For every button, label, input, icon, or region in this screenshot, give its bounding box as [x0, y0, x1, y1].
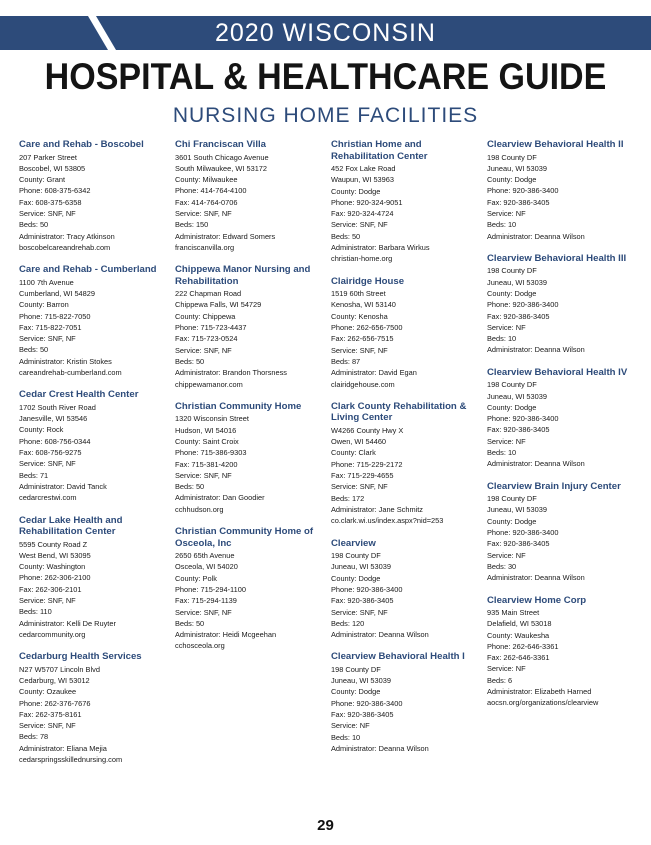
- facility-name: Cedarburg Health Services: [19, 651, 142, 663]
- facility-detail-line: Phone: 262-376-7676: [19, 698, 91, 708]
- facility-detail-line: chippewamanor.com: [175, 379, 243, 389]
- facility-detail-line: Phone: 920-386-3400: [487, 300, 559, 310]
- facility-entry: [487, 595, 637, 709]
- facility-detail-line: County: Dodge: [331, 687, 381, 697]
- facility-detail-line: Waupun, WI 53963: [331, 175, 394, 185]
- facility-name: Christian Community Home: [175, 400, 302, 412]
- facility-detail-line: Owen, WI 54460: [331, 437, 387, 447]
- facility-entry: [19, 139, 169, 253]
- facility-detail-line: County: Chippewa: [175, 311, 236, 321]
- facility-detail-line: Phone: 715-294-1100: [175, 584, 246, 594]
- facility-detail-line: 222 Chapman Road: [175, 289, 242, 299]
- facility-entry: [331, 276, 481, 390]
- facility-detail-line: Service: SNF, NF: [331, 345, 388, 355]
- directory-columns: [19, 139, 639, 809]
- facility-detail-line: Juneau, WI 53039: [487, 391, 547, 401]
- facility-detail-line: Administrator: Edward Somers: [175, 231, 276, 241]
- facility-name: Clearview Behavioral Health IV: [487, 366, 628, 378]
- facility-detail-line: Service: NF: [487, 322, 526, 332]
- facility-detail-line: Service: SNF, NF: [19, 596, 76, 605]
- facility-detail-line: Service: SNF, NF: [175, 607, 232, 617]
- facility-detail-line: 198 County DF: [487, 152, 537, 162]
- facility-detail-line: Cumberland, WI 54829: [19, 288, 95, 298]
- facility-detail-line: Beds: 10: [487, 448, 517, 458]
- facility-detail-line: Beds: 50: [175, 618, 205, 628]
- facility-entry: [331, 651, 481, 754]
- facility-detail-line: Administrator: Dan Goodier: [175, 493, 265, 503]
- facility-detail-line: Beds: 172: [331, 493, 365, 503]
- facility-detail-line: Service: NF: [487, 208, 526, 218]
- facility-detail-line: Administrator: Elizabeth Harned: [487, 687, 592, 697]
- page-number: 29: [317, 817, 334, 834]
- facility-detail-line: Phone: 414-764-4100: [175, 186, 247, 196]
- facility-detail-line: County: Dodge: [487, 288, 537, 298]
- facility-name: Chi Franciscan Villa: [175, 139, 266, 150]
- facility-detail-line: Fax: 715-822-7051: [19, 322, 82, 332]
- facility-detail-line: Phone: 715-822-7050: [19, 311, 91, 321]
- facility-detail-line: Administrator: Jane Schmitz: [331, 504, 424, 514]
- facility-detail-line: Service: SNF, NF: [19, 334, 76, 344]
- facility-entry: [487, 481, 637, 584]
- facility-detail-line: Phone: 920-386-3400: [331, 698, 403, 708]
- facility-detail-line: South Milwaukee, WI 53172: [175, 163, 268, 173]
- facility-detail-line: Janesville, WI 53546: [19, 414, 88, 424]
- facility-detail-line: 198 County DF: [487, 380, 537, 390]
- facility-name: Clearview Home Corp: [487, 594, 587, 606]
- facility-entry: [19, 515, 169, 641]
- facility-name: Cedar Crest Health Center: [19, 389, 139, 401]
- facility-detail-line: Fax: 414-764-0706: [175, 197, 238, 207]
- facility-detail-line: Service: NF: [487, 664, 526, 674]
- facility-detail-line: 5595 County Road Z: [19, 539, 88, 549]
- facility-name: Christian Community Home of Osceola, Inc: [175, 526, 314, 549]
- facility-entry: [19, 389, 169, 503]
- facility-detail-line: Service: NF: [331, 721, 370, 731]
- facility-detail-line: Service: SNF, NF: [19, 208, 76, 218]
- facility-entry: [331, 538, 481, 641]
- facility-detail-line: Juneau, WI 53039: [331, 676, 391, 686]
- facility-detail-line: County: Grant: [19, 175, 66, 185]
- facility-detail-line: Service: NF: [487, 550, 526, 560]
- facility-detail-line: Chippewa Falls, WI 54729: [175, 300, 262, 310]
- facility-entry: [175, 526, 325, 652]
- facility-name: Care and Rehab - Boscobel: [19, 139, 144, 150]
- facility-detail-line: Phone: 920-386-3400: [487, 414, 559, 424]
- facility-detail-line: boscobelcareandrehab.com: [19, 242, 111, 252]
- facility-detail-line: 1519 60th Street: [331, 289, 386, 299]
- facility-detail-line: Hudson, WI 54016: [175, 425, 237, 435]
- facility-entry: [487, 139, 637, 242]
- facility-detail-line: Service: SNF, NF: [331, 482, 388, 492]
- facility-detail-line: 2650 65th Avenue: [175, 551, 235, 561]
- facility-entry: [487, 367, 637, 470]
- facility-detail-line: County: Kenosha: [331, 311, 388, 321]
- facility-detail-line: Beds: 10: [487, 220, 517, 230]
- facility-detail-line: 1702 South River Road: [19, 402, 96, 412]
- directory-column: [487, 139, 637, 720]
- facility-detail-line: Fax: 715-229-4655: [331, 471, 394, 481]
- facility-detail-line: 452 Fox Lake Road: [331, 164, 396, 173]
- facility-detail-line: Administrator: Heidi Mcgeehan: [175, 630, 277, 640]
- facility-detail-line: Beds: 50: [19, 220, 49, 230]
- facility-detail-line: County: Waukesha: [487, 630, 550, 640]
- facility-detail-line: Fax: 262-656-7515: [331, 334, 394, 344]
- facility-detail-line: 198 County DF: [331, 664, 381, 674]
- facility-detail-line: Juneau, WI 53039: [487, 505, 547, 515]
- facility-detail-line: cedarcrestwi.com: [19, 493, 77, 503]
- facility-entry: [19, 651, 169, 765]
- facility-detail-line: 198 County DF: [487, 266, 537, 276]
- facility-entry: [175, 264, 325, 390]
- facility-detail-line: Phone: 920-386-3400: [487, 528, 559, 538]
- facility-detail-line: Fax: 715-723-0524: [175, 334, 238, 344]
- facility-name: Clearview Behavioral Health II: [487, 139, 624, 150]
- facility-entry: [331, 139, 481, 265]
- facility-detail-line: Fax: 920-386-3405: [331, 596, 394, 606]
- facility-detail-line: Fax: 920-386-3405: [487, 197, 550, 207]
- facility-detail-line: Administrator: Barbara Wirkus: [331, 243, 430, 253]
- facility-detail-line: County: Clark: [331, 448, 376, 458]
- facility-detail-line: clairidgehouse.com: [331, 379, 395, 389]
- facility-name: Chippewa Manor Nursing and Rehabilitation: [175, 264, 311, 287]
- facility-detail-line: Administrator: Eliana Mejia: [19, 743, 107, 753]
- facility-detail-line: County: Barron: [19, 300, 69, 310]
- facility-detail-line: County: Saint Croix: [175, 436, 239, 446]
- section-subtitle: NURSING HOME FACILITIES: [172, 104, 479, 127]
- facility-name: Clearview Behavioral Health I: [331, 651, 465, 663]
- facility-detail-line: Fax: 920-386-3405: [331, 710, 394, 720]
- facility-entry: [175, 139, 325, 253]
- facility-detail-line: Service: SNF, NF: [175, 345, 232, 355]
- facility-name: Clearview: [331, 537, 376, 549]
- directory-column: [331, 139, 481, 765]
- facility-detail-line: Beds: 78: [19, 732, 49, 742]
- facility-detail-line: cchosceola.org: [175, 641, 225, 651]
- facility-detail-line: Administrator: Tracy Atkinson: [19, 231, 115, 241]
- facility-name: Clark County Rehabilitation & Living Center: [331, 400, 467, 424]
- facility-detail-line: Fax: 920-386-3405: [487, 539, 550, 549]
- facility-detail-line: Service: SNF, NF: [19, 721, 76, 731]
- directory-column: [19, 139, 169, 776]
- facility-detail-line: franciscanvilla.org: [175, 242, 235, 252]
- facility-detail-line: aocsn.org/organizations/clearview: [487, 698, 599, 708]
- facility-detail-line: Juneau, WI 53039: [487, 277, 547, 287]
- header-banner: [0, 16, 651, 50]
- banner-title: 2020 WISCONSIN: [214, 19, 436, 47]
- facility-detail-line: Phone: 715-386-9303: [175, 448, 247, 458]
- facility-detail-line: Administrator: Kelli De Ruyter: [19, 618, 116, 628]
- facility-detail-line: cedarspringsskillednursing.com: [19, 755, 123, 765]
- facility-entry: [175, 401, 325, 515]
- facility-detail-line: Beds: 6: [487, 675, 513, 685]
- facility-detail-line: Phone: 715-723-4437: [175, 323, 247, 333]
- facility-detail-line: Phone: 262-646-3361: [487, 641, 559, 651]
- facility-entry: [331, 401, 481, 527]
- facility-detail-line: 3601 South Chicago Avenue: [175, 152, 269, 162]
- facility-detail-line: Administrator: David Egan: [331, 368, 417, 378]
- facility-detail-line: Fax: 608-756-9275: [19, 448, 82, 458]
- facility-detail-line: County: Milwaukee: [175, 175, 238, 185]
- directory-column: [175, 139, 325, 663]
- facility-detail-line: Service: NF: [487, 436, 526, 446]
- facility-detail-line: County: Dodge: [331, 573, 381, 583]
- facility-detail-line: Administrator: Brandon Thorsness: [175, 368, 288, 378]
- facility-detail-line: County: Dodge: [487, 175, 537, 185]
- facility-detail-line: 207 Parker Street: [19, 152, 77, 162]
- facility-detail-line: careandrehab-cumberland.com: [19, 368, 122, 378]
- facility-detail-line: Beds: 120: [331, 618, 365, 628]
- facility-detail-line: 1100 7th Avenue: [19, 277, 74, 287]
- facility-detail-line: Beds: 50: [175, 482, 205, 492]
- facility-detail-line: Administrator: Kristin Stokes: [19, 356, 112, 366]
- facility-detail-line: County: Polk: [175, 573, 217, 583]
- facility-detail-line: Service: SNF, NF: [19, 459, 76, 469]
- facility-detail-line: Kenosha, WI 53140: [331, 300, 396, 310]
- facility-detail-line: N27 W5707 Lincoln Blvd: [19, 664, 100, 674]
- facility-detail-line: Beds: 87: [331, 356, 361, 366]
- facility-detail-line: Fax: 262-646-3361: [487, 653, 550, 663]
- facility-name: Cedar Lake Health and Rehabilitation Center: [19, 514, 123, 538]
- facility-detail-line: Osceola, WI 54020: [175, 562, 238, 572]
- facility-detail-line: cchhudson.org: [175, 504, 224, 514]
- facility-detail-line: Service: SNF, NF: [175, 470, 232, 480]
- facility-detail-line: Fax: 262-375-8161: [19, 709, 82, 719]
- facility-detail-line: Delafield, WI 53018: [487, 619, 552, 629]
- facility-detail-line: Phone: 262-656-7500: [331, 323, 403, 333]
- facility-entry: [487, 253, 637, 356]
- facility-detail-line: Fax: 262-306-2101: [19, 584, 82, 594]
- facility-entry: [19, 264, 169, 378]
- facility-detail-line: County: Ozaukee: [19, 687, 77, 697]
- facility-detail-line: Administrator: Deanna Wilson: [487, 345, 585, 355]
- facility-detail-line: Juneau, WI 53039: [331, 562, 391, 572]
- facility-detail-line: Phone: 262-306-2100: [19, 573, 91, 583]
- facility-detail-line: Beds: 50: [175, 356, 205, 366]
- facility-detail-line: Beds: 50: [331, 231, 361, 241]
- facility-detail-line: W4266 County Hwy X: [331, 425, 404, 435]
- facility-detail-line: Phone: 920-386-3400: [487, 186, 559, 196]
- facility-detail-line: Fax: 920-386-3405: [487, 425, 550, 435]
- facility-detail-line: Fax: 920-386-3405: [487, 311, 550, 321]
- facility-detail-line: County: Dodge: [487, 402, 537, 412]
- facility-detail-line: Phone: 715-229-2172: [331, 459, 403, 469]
- facility-detail-line: Service: SNF, NF: [331, 607, 388, 617]
- facility-name: Christian Home and Rehabilitation Center: [331, 139, 428, 162]
- facility-detail-line: 198 County DF: [487, 494, 537, 504]
- facility-detail-line: West Bend, WI 53095: [19, 550, 91, 560]
- facility-detail-line: Service: SNF, NF: [175, 208, 232, 218]
- facility-detail-line: cedarcommunity.org: [19, 629, 86, 639]
- facility-detail-line: Beds: 50: [19, 345, 49, 355]
- facility-detail-line: Beds: 110: [19, 607, 52, 617]
- facility-name: Clairidge House: [331, 275, 405, 287]
- facility-detail-line: Phone: 608-375-6342: [19, 186, 91, 196]
- facility-detail-line: Beds: 30: [487, 561, 517, 571]
- facility-detail-line: Administrator: Deanna Wilson: [487, 573, 585, 583]
- facility-name: Clearview Behavioral Health III: [487, 252, 627, 264]
- facility-name: Clearview Brain Injury Center: [487, 480, 621, 492]
- facility-detail-line: Juneau, WI 53039: [487, 163, 547, 173]
- facility-detail-line: County: Dodge: [487, 516, 537, 526]
- facility-detail-line: Phone: 920-386-3400: [331, 584, 403, 594]
- facility-detail-line: County: Dodge: [331, 186, 381, 196]
- facility-detail-line: Administrator: Deanna Wilson: [331, 743, 429, 753]
- facility-detail-line: Fax: 920-324-4724: [331, 209, 394, 219]
- facility-detail-line: Administrator: Deanna Wilson: [487, 231, 585, 241]
- facility-detail-line: Boscobel, WI 53805: [19, 163, 86, 173]
- facility-detail-line: Administrator: David Tanck: [19, 481, 107, 491]
- facility-detail-line: 1320 Wisconsin Street: [175, 414, 249, 424]
- facility-detail-line: Cedarburg, WI 53012: [19, 675, 90, 685]
- facility-detail-line: Fax: 608-375-6358: [19, 197, 82, 207]
- facility-detail-line: 198 County DF: [331, 551, 381, 561]
- facility-detail-line: Service: SNF, NF: [331, 220, 388, 230]
- facility-detail-line: Phone: 920-324-9051: [331, 197, 403, 207]
- facility-detail-line: Beds: 71: [19, 470, 49, 480]
- facility-detail-line: christian-home.org: [331, 254, 393, 264]
- facility-detail-line: Beds: 150: [175, 220, 209, 230]
- facility-detail-line: Beds: 10: [331, 732, 361, 742]
- page-title: HOSPITAL & HEALTHCARE GUIDE: [44, 56, 607, 97]
- facility-detail-line: co.clark.wi.us/index.aspx?nid=253: [331, 516, 444, 526]
- facility-detail-line: Administrator: Deanna Wilson: [487, 459, 585, 469]
- facility-name: Care and Rehab - Cumberland: [19, 264, 157, 276]
- facility-detail-line: Phone: 608-756-0344: [19, 436, 91, 446]
- facility-detail-line: County: Washington: [19, 562, 86, 572]
- facility-detail-line: Fax: 715-294-1139: [175, 596, 237, 606]
- facility-detail-line: County: Rock: [19, 425, 64, 435]
- facility-detail-line: Administrator: Deanna Wilson: [331, 630, 429, 640]
- facility-detail-line: Fax: 715-381-4200: [175, 459, 238, 469]
- facility-detail-line: 935 Main Street: [487, 608, 540, 617]
- facility-detail-line: Beds: 10: [487, 334, 517, 344]
